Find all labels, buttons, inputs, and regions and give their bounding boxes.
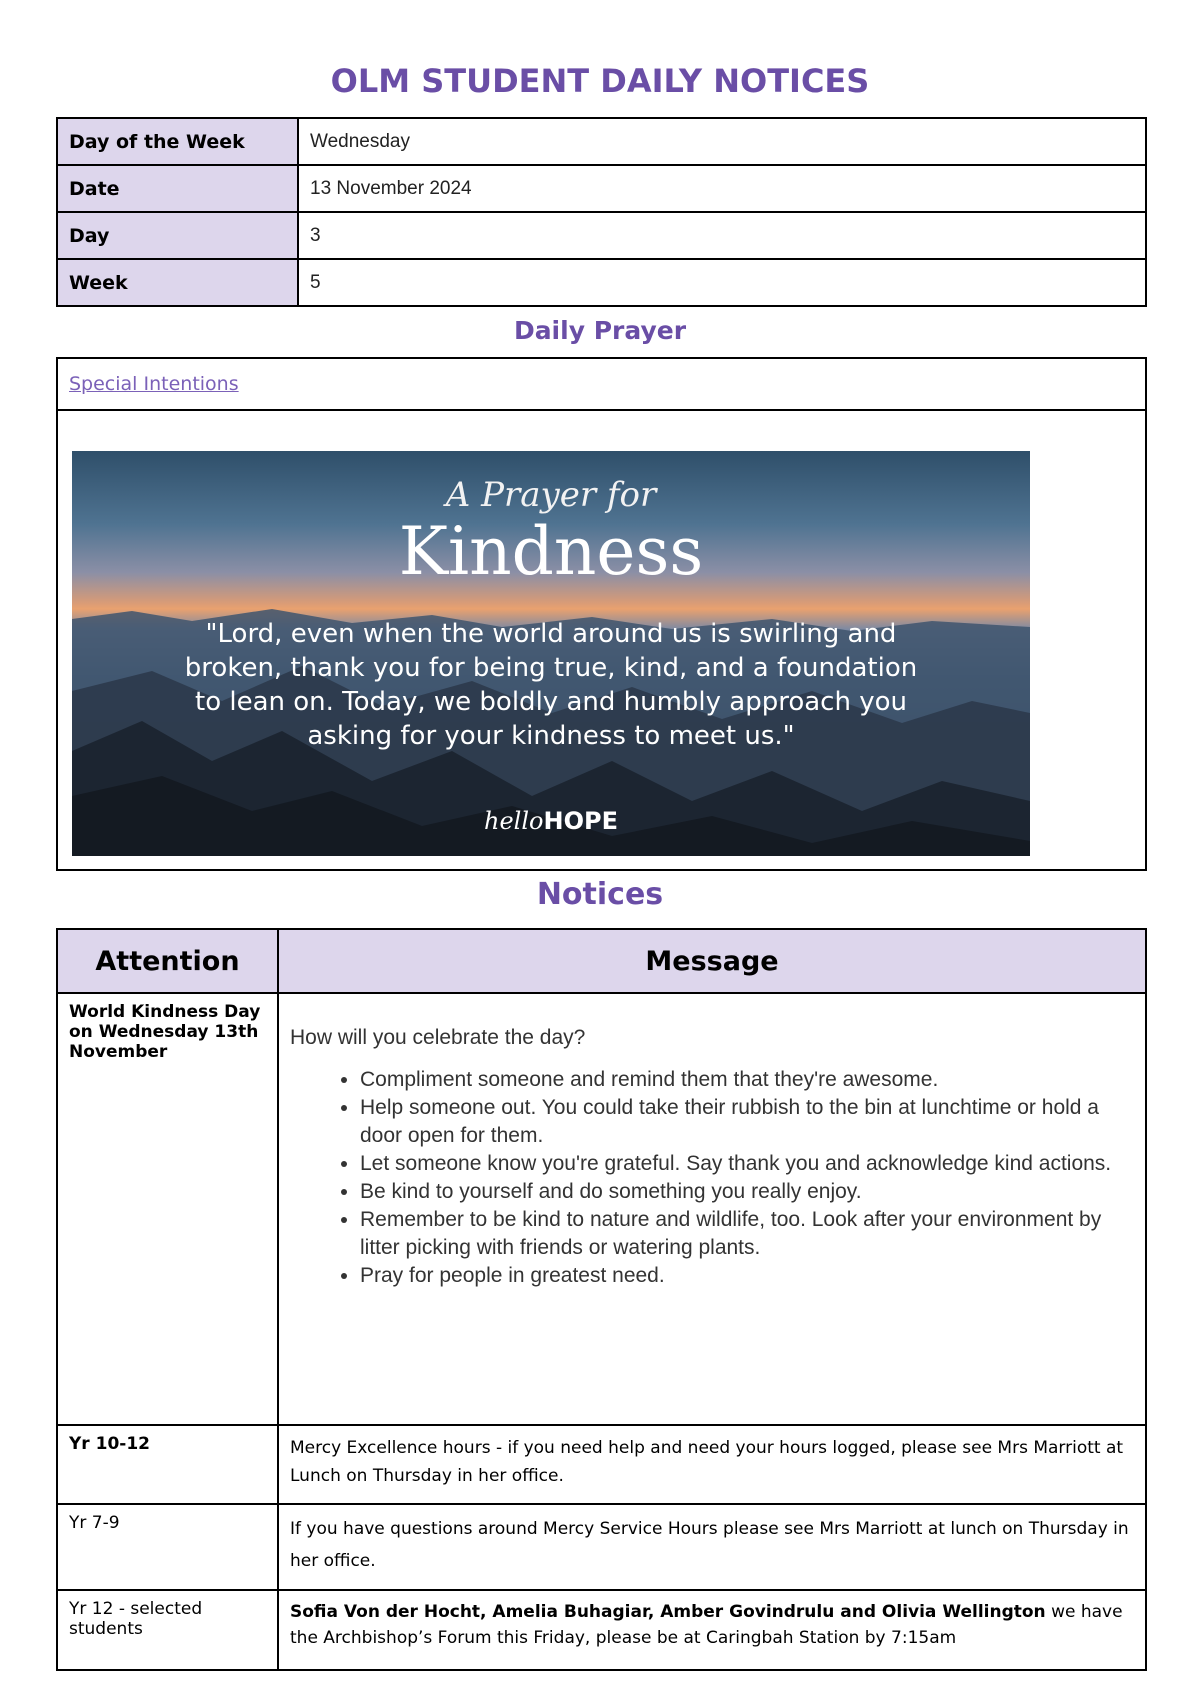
list-item: • Pray for people in greatest need. [360, 1262, 1134, 1290]
notices-heading: Notices [536, 877, 664, 912]
column-header-attention: Attention [57, 929, 278, 993]
special-intentions-link[interactable]: Special Intentions [69, 373, 239, 395]
attention-cell: Yr 10-12 [57, 1425, 278, 1504]
info-row-day-of-week [57, 118, 1146, 165]
attention-cell: World Kindness Day on Wednesday 13th November [57, 993, 278, 1425]
list-item: • Let someone know you're grateful. Say thank you and acknowledge kind actions. [360, 1150, 1134, 1178]
prayer-image-cell [57, 410, 1146, 870]
message-cell: If you have questions around Mercy Service Hours please see Mrs Marriott at lunch on Thursday in her office. [278, 1504, 1146, 1590]
message-intro: How will you celebrate the day? [290, 1026, 586, 1049]
info-label: Day [57, 212, 298, 259]
logo-script: hello [484, 807, 544, 835]
attention-cell: Yr 12 - selected students [57, 1590, 278, 1670]
prayer-quote: "Lord, even when the world around us is swirling and broken, thank you for being true, kind, and a foundation to lean on. Today, we boldly and humbly approach you asking for your kindness to meet us." [184, 619, 918, 751]
attention-cell: Yr 7-9 [57, 1504, 278, 1590]
message-cell: Mercy Excellence hours - if you need help and need your hours logged, please see Mrs Marriott at Lunch on Thursday in her office. [278, 1425, 1146, 1504]
info-row-date [57, 165, 1146, 212]
list-item: • Be kind to yourself and do something you really enjoy. [360, 1178, 1134, 1206]
message-text: we have the Archbishop’s Forum this Friday, please be at Caringbah Station by 7:15am [290, 1602, 1123, 1648]
image-title-line1: A Prayer for [445, 475, 657, 515]
message-cell [278, 993, 1146, 1425]
kindness-list [290, 1066, 1134, 1290]
special-intentions-cell [57, 358, 1146, 410]
table-row [57, 1590, 1146, 1670]
table-row [57, 1504, 1146, 1590]
logo-bold: HOPE [543, 807, 618, 835]
image-title-line2: Kindness [398, 513, 704, 590]
notices-header-row [57, 929, 1146, 993]
list-item: • Remember to be kind to nature and wildlife, too. Look after your environment by litter picking with friends or watering plants. [360, 1206, 1134, 1262]
info-table [56, 117, 1147, 307]
info-value: 13 November 2024 [298, 165, 1146, 212]
info-label: Date [57, 165, 298, 212]
notices-table [56, 928, 1147, 1671]
info-value: 3 [298, 212, 1146, 259]
prayer-box [56, 357, 1147, 871]
page-title: OLM STUDENT DAILY NOTICES [330, 62, 870, 100]
prayer-for-kindness-image [72, 451, 1030, 856]
message-cell [278, 1590, 1146, 1670]
table-row [57, 993, 1146, 1425]
info-value: 5 [298, 259, 1146, 306]
info-value: Wednesday [298, 118, 1146, 165]
info-row-week [57, 259, 1146, 306]
daily-prayer-heading: Daily Prayer [513, 316, 687, 345]
info-row-day [57, 212, 1146, 259]
list-item: • Compliment someone and remind them that they're awesome. [360, 1066, 1134, 1094]
hello-hope-logo [72, 807, 1030, 835]
info-label: Week [57, 259, 298, 306]
student-names: Sofia Von der Hocht, Amelia Buhagiar, Amber Govindrulu and Olivia Wellington [290, 1602, 1046, 1622]
list-item: • Help someone out. You could take their rubbish to the bin at lunchtime or hold a door open for them. [360, 1094, 1134, 1150]
table-row [57, 1425, 1146, 1504]
info-label: Day of the Week [57, 118, 298, 165]
column-header-message: Message [278, 929, 1146, 993]
